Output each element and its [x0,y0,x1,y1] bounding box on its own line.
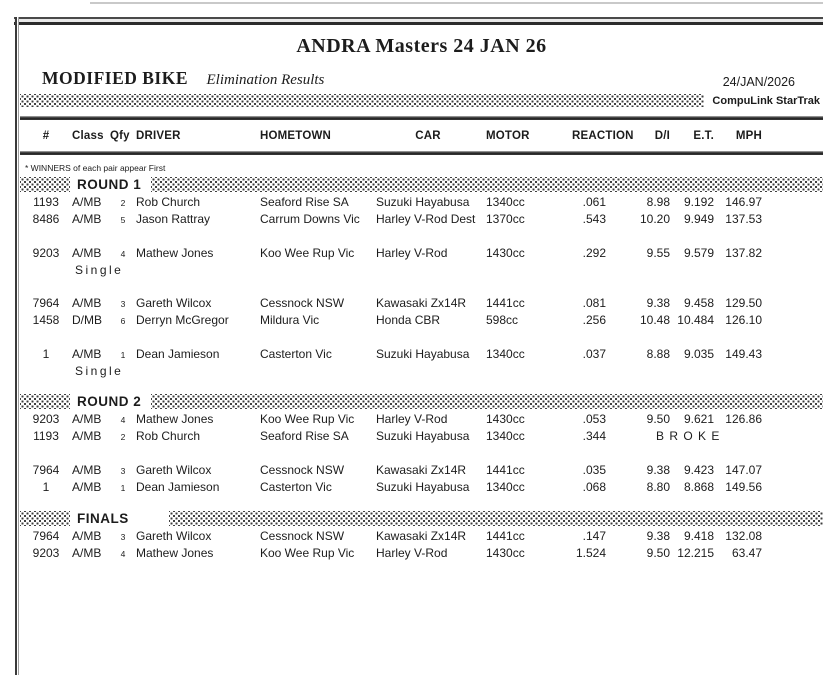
cell-class: A/MB [72,195,102,209]
report-subheader [20,68,823,89]
header-halftone-band [20,94,823,107]
cell-qfy: 4 [120,549,126,559]
result-row [20,195,823,212]
cell-et: 9.579 [683,246,714,260]
cell-mph: 147.07 [725,463,762,477]
cell-car: Harley V-Rod [376,412,448,426]
cell-hometown: Seaford Rise SA [260,429,349,443]
section-finals [20,511,823,563]
cell-motor: 1441cc [486,296,525,310]
cell-et: 12.215 [677,546,714,560]
cell-et: 8.868 [683,480,714,494]
halftone-pattern [151,394,823,409]
pairing-group [20,296,823,330]
cell-mph: 126.10 [725,313,762,327]
cell-num: 9203 [32,412,60,426]
cell-driver: Gareth Wilcox [136,463,212,477]
cell-driver: Dean Jamieson [136,347,220,361]
cell-et: 9.423 [683,463,714,477]
cell-hometown: Seaford Rise SA [260,195,349,209]
cell-et: 9.458 [683,296,714,310]
cell-driver: Mathew Jones [136,412,214,426]
cell-motor: 1340cc [486,480,525,494]
halftone-pattern [20,94,704,107]
cell-class: A/MB [72,463,102,477]
cell-mph: 149.43 [725,347,762,361]
section-label: FINALS [77,511,129,526]
cell-mph: 132.08 [725,529,762,543]
cell-mph: 146.97 [725,195,762,209]
page-title: ANDRA Masters 24 JAN 26 [296,35,547,57]
table-header-row [20,120,823,151]
cell-class: A/MB [72,296,102,310]
cell-di: 9.50 [646,412,670,426]
cell-motor: 1340cc [486,195,525,209]
cell-mph: 137.53 [725,212,762,226]
section-band [20,394,823,409]
cell-hometown: Mildura Vic [260,313,320,327]
halftone-pattern [169,511,823,526]
col-header-di: D/I [654,130,670,142]
col-header-reaction: REACTION [572,130,634,142]
cell-mph: 126.86 [725,412,762,426]
cell-num: 1458 [32,313,60,327]
report-subtitle: Elimination Results [206,72,325,88]
cell-di: 8.88 [646,347,670,361]
cell-motor: 1430cc [486,246,525,260]
result-row [20,246,823,263]
cell-car: Suzuki Hayabusa [376,195,470,209]
col-header-mph: MPH [735,130,762,142]
cell-et: 9.949 [683,212,714,226]
cell-class: D/MB [72,313,102,327]
result-row [20,313,823,330]
result-row [20,296,823,313]
cell-qfy: 5 [120,215,126,225]
cell-qfy: 1 [120,350,126,360]
pairing-group [20,347,823,380]
cell-et: 10.484 [677,313,714,327]
page-top-border [14,17,823,25]
cell-motor: 598cc [486,313,519,327]
result-row [20,429,823,446]
cell-di: 10.20 [639,212,670,226]
cell-qfy: 6 [120,316,126,326]
cell-hometown: Cessnock NSW [260,529,345,543]
col-header-hometown: HOMETOWN [260,130,332,142]
cell-reaction: .147 [582,529,606,543]
cell-class: A/MB [72,546,102,560]
cell-reaction: .292 [582,246,606,260]
cell-driver: Rob Church [136,429,201,443]
cell-motor: 1430cc [486,546,525,560]
cell-reaction: .543 [582,212,606,226]
cell-reaction: .344 [582,429,606,443]
cell-num: 1193 [33,429,59,443]
cell-mph: 137.82 [725,246,762,260]
section-round-2 [20,394,823,497]
winners-note: * WINNERS of each pair appear First [25,163,166,173]
cell-motor: 1370cc [486,212,525,226]
report-date: 24/JAN/2026 [722,75,795,89]
result-row [20,529,823,546]
cell-class: A/MB [72,480,102,494]
result-row [20,480,823,497]
col-header-number: # [42,130,50,142]
cell-driver: Rob Church [136,195,201,209]
cell-di: 8.98 [646,195,670,209]
section-round-1 [20,177,823,380]
cell-class: A/MB [72,429,102,443]
scanned-results-page [20,25,823,563]
cell-num: 8486 [32,212,60,226]
cell-mph: 63.47 [731,546,762,560]
cell-class: A/MB [72,347,102,361]
cell-driver: Gareth Wilcox [136,529,212,543]
cell-num: 7964 [32,296,60,310]
cell-et: 9.418 [683,529,714,543]
cell-di: 9.50 [646,546,670,560]
cell-qfy: 4 [120,249,126,259]
cell-car: Honda CBR [376,313,441,327]
cell-class: A/MB [72,529,102,543]
cell-reaction: .061 [582,195,606,209]
result-row [20,463,823,480]
cell-hometown: Cessnock NSW [260,296,345,310]
category-title: MODIFIED BIKE [42,68,189,88]
cell-qfy: 3 [120,299,126,309]
pairing-group [20,195,823,229]
cell-class: A/MB [72,212,102,226]
cell-class: A/MB [72,246,102,260]
cell-motor: 1441cc [486,529,525,543]
cell-et: B R O K E [656,429,721,443]
pairing-group [20,463,823,497]
halftone-pattern [20,511,70,526]
cell-hometown: Carrum Downs Vic [260,212,360,226]
cell-class: A/MB [72,412,102,426]
cell-car: Kawasaki Zx14R [376,463,467,477]
cell-car: Kawasaki Zx14R [376,529,467,543]
cell-num: 9203 [32,246,60,260]
cell-hometown: Koo Wee Rup Vic [260,546,355,560]
cell-et: 9.035 [683,347,714,361]
cell-et: 9.192 [683,195,714,209]
col-header-driver: DRIVER [136,130,181,142]
cell-num: 7964 [32,529,60,543]
cell-driver: Mathew Jones [136,246,214,260]
timing-system-label: CompuLink StarTrak [712,94,820,107]
result-row [20,212,823,229]
cell-mph: 149.56 [725,480,762,494]
cell-qfy: 3 [120,466,126,476]
cell-driver: Dean Jamieson [136,480,220,494]
cell-car: Harley V-Rod [376,546,448,560]
cell-car: Kawasaki Zx14R [376,296,467,310]
section-label: ROUND 2 [77,394,142,409]
section-band [20,511,823,526]
cell-driver: Mathew Jones [136,546,214,560]
cell-qfy: 4 [120,415,126,425]
cell-car: Harley V-Rod [376,246,448,260]
halftone-pattern [20,177,70,192]
pairing-group [20,529,823,563]
cell-driver: Gareth Wilcox [136,296,212,310]
cell-di: 9.38 [646,296,670,310]
col-header-motor: MOTOR [486,130,530,142]
cell-car: Suzuki Hayabusa [376,429,470,443]
cell-motor: 1340cc [486,347,525,361]
col-header-car: CAR [415,130,441,142]
cell-reaction: 1.524 [575,546,606,560]
result-row [20,412,823,429]
horizontal-rule [20,151,823,155]
cell-num: 7964 [32,463,60,477]
cell-reaction: .053 [582,412,606,426]
col-header-et: E.T. [693,130,714,142]
result-row [20,546,823,563]
single-run-note: Single [75,364,124,378]
cell-motor: 1441cc [486,463,525,477]
cell-reaction: .256 [582,313,606,327]
cell-di: 9.38 [646,529,670,543]
cell-motor: 1430cc [486,412,525,426]
results-body [20,177,823,563]
cell-di: 8.80 [646,480,670,494]
cell-reaction: .035 [582,463,606,477]
cell-di: 10.48 [639,313,670,327]
cell-hometown: Casterton Vic [260,347,332,361]
cell-driver: Derryn McGregor [136,313,229,327]
cell-car: Suzuki Hayabusa [376,480,470,494]
cell-hometown: Koo Wee Rup Vic [260,412,355,426]
cell-qfy: 2 [120,432,126,442]
cell-di: 9.38 [646,463,670,477]
cell-hometown: Cessnock NSW [260,463,345,477]
cell-qfy: 1 [120,483,126,493]
section-band [20,177,823,192]
cell-qfy: 3 [120,532,126,542]
scan-artifact-line [90,2,823,4]
cell-di: 9.55 [646,246,670,260]
halftone-pattern [20,394,70,409]
page-left-border [15,17,19,675]
cell-motor: 1340cc [486,429,525,443]
result-row [20,347,823,364]
cell-num: 9203 [32,546,60,560]
col-header-qfy: Qfy [110,130,130,142]
cell-reaction: .068 [582,480,606,494]
cell-num: 1 [42,480,50,494]
cell-driver: Jason Rattray [136,212,211,226]
section-label: ROUND 1 [77,177,142,192]
cell-car: Suzuki Hayabusa [376,347,470,361]
cell-hometown: Koo Wee Rup Vic [260,246,355,260]
cell-hometown: Casterton Vic [260,480,332,494]
cell-reaction: .037 [582,347,606,361]
cell-car: Harley V-Rod Dest [376,212,476,226]
single-run-note: Single [75,263,124,277]
cell-et: 9.621 [683,412,714,426]
pairing-group [20,412,823,446]
cell-mph: 129.50 [725,296,762,310]
report-class-block [42,68,324,89]
halftone-pattern [151,177,823,192]
cell-num: 1 [42,347,50,361]
cell-qfy: 2 [120,198,126,208]
cell-reaction: .081 [582,296,606,310]
col-header-class: Class [72,130,104,142]
pairing-group [20,246,823,279]
cell-num: 1193 [33,195,59,209]
